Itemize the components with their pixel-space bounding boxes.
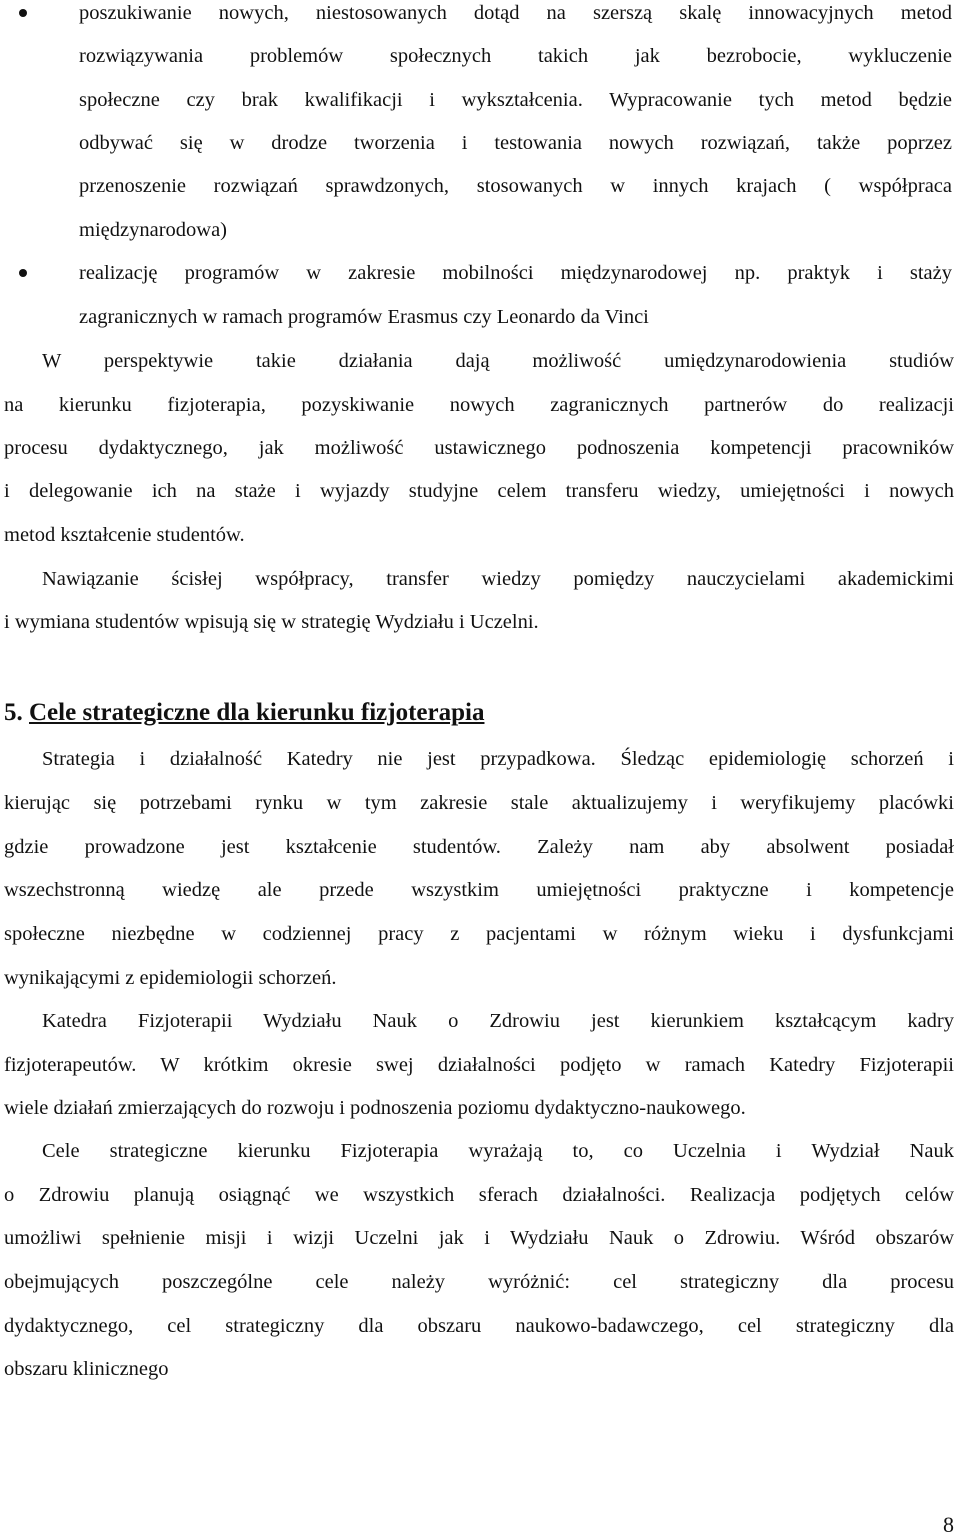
bullet-2-line-2: zagranicznych w ramach programów Erasmus czy Leonardo da Vinci [79,306,649,328]
bullet-1-line-2: rozwiązywania problemów społecznych takich jak bezrobocie, wykluczenie [79,45,952,67]
paragraph-5-line-6: obszaru klinicznego [4,1358,169,1380]
paragraph-1-line-2: na kierunku fizjoterapia, pozyskiwanie nowych zagranicznych partnerów do realizacji [4,394,954,416]
bullet-2-line-1: realizację programów w zakresie mobilności międzynarodowej np. praktyk i staży [79,262,952,284]
bullet-icon [19,9,27,17]
paragraph-2-line-1: Nawiązanie ścisłej współpracy, transfer wiedzy pomiędzy nauczycielami akademickimi [42,568,954,590]
paragraph-1-line-5: metod kształcenie studentów. [4,524,245,546]
paragraph-1-line-4: i delegowanie ich na staże i wyjazdy studyjne celem transferu wiedzy, umiejętności i nowych [4,480,954,502]
paragraph-4-line-1: Katedra Fizjoterapii Wydziału Nauk o Zdrowiu jest kierunkiem kształcącym kadry [42,1010,954,1032]
paragraph-2-line-2: i wymiana studentów wpisują się w strategię Wydziału i Uczelni. [4,611,539,633]
bullet-1-line-4: odbywać się w drodze tworzenia i testowania nowych rozwiązań, także poprzez [79,132,952,154]
paragraph-5-line-3: umożliwi spełnienie misji i wizji Uczelni jak i Wydziału Nauk o Zdrowiu. Wśród obszarów [4,1227,954,1249]
paragraph-3-line-2: kierując się potrzebami rynku w tym zakresie stale aktualizujemy i weryfikujemy placówki [4,792,954,814]
paragraph-5-line-5: dydaktycznego, cel strategiczny dla obszaru naukowo-badawczego, cel strategiczny dla [4,1315,954,1337]
paragraph-4-line-3: wiele działań zmierzających do rozwoju i podnoszenia poziomu dydaktyczno-naukowego. [4,1097,746,1119]
page-number: 8 [943,1512,954,1537]
paragraph-1-line-1: W perspektywie takie działania dają możliwość umiędzynarodowienia studiów [42,350,954,372]
paragraph-5-line-4: obejmujących poszczególne cele należy wyróżnić: cel strategiczny dla procesu [4,1271,954,1293]
section-heading [4,697,484,729]
paragraph-1-line-3: procesu dydaktycznego, jak możliwość ustawicznego podnoszenia kompetencji pracowników [4,437,954,459]
paragraph-3-line-5: społeczne niezbędne w codziennej pracy z pacjentami w różnym wieku i dysfunkcjami [4,923,954,945]
paragraph-4-line-2: fizjoterapeutów. W krótkim okresie swej działalności podjęto w ramach Katedry Fizjoterapii [4,1054,954,1076]
bullet-1-line-6: międzynarodowa) [79,219,227,241]
paragraph-3-line-4: wszechstronną wiedzę ale przede wszystkim umiejętności praktyczne i kompetencje [4,879,954,901]
paragraph-3-line-1: Strategia i działalność Katedry nie jest przypadkowa. Śledząc epidemiologię schorzeń i [42,748,954,770]
bullet-1-line-3: społeczne czy brak kwalifikacji i wykształcenia. Wypracowanie tych metod będzie [79,89,952,111]
paragraph-5-line-2: o Zdrowiu planują osiągnąć we wszystkich sferach działalności. Realizacja podjętych celów [4,1184,954,1206]
bullet-1-line-5: przenoszenie rozwiązań sprawdzonych, stosowanych w innych krajach ( współpraca [79,175,952,197]
paragraph-3-line-6: wynikającymi z epidemiologii schorzeń. [4,967,337,989]
paragraph-3-line-3: gdzie prowadzone jest kształcenie studentów. Zależy nam aby absolwent posiadał [4,836,954,858]
bullet-icon [19,269,27,277]
section-number: 5. [4,699,23,726]
paragraph-5-line-1: Cele strategiczne kierunku Fizjoterapia wyrażają to, co Uczelnia i Wydział Nauk [42,1140,954,1162]
section-title: Cele strategiczne dla kierunku fizjoterapia [29,699,485,726]
bullet-1-line-1: poszukiwanie nowych, niestosowanych dotąd na szerszą skalę innowacyjnych metod [79,2,952,24]
